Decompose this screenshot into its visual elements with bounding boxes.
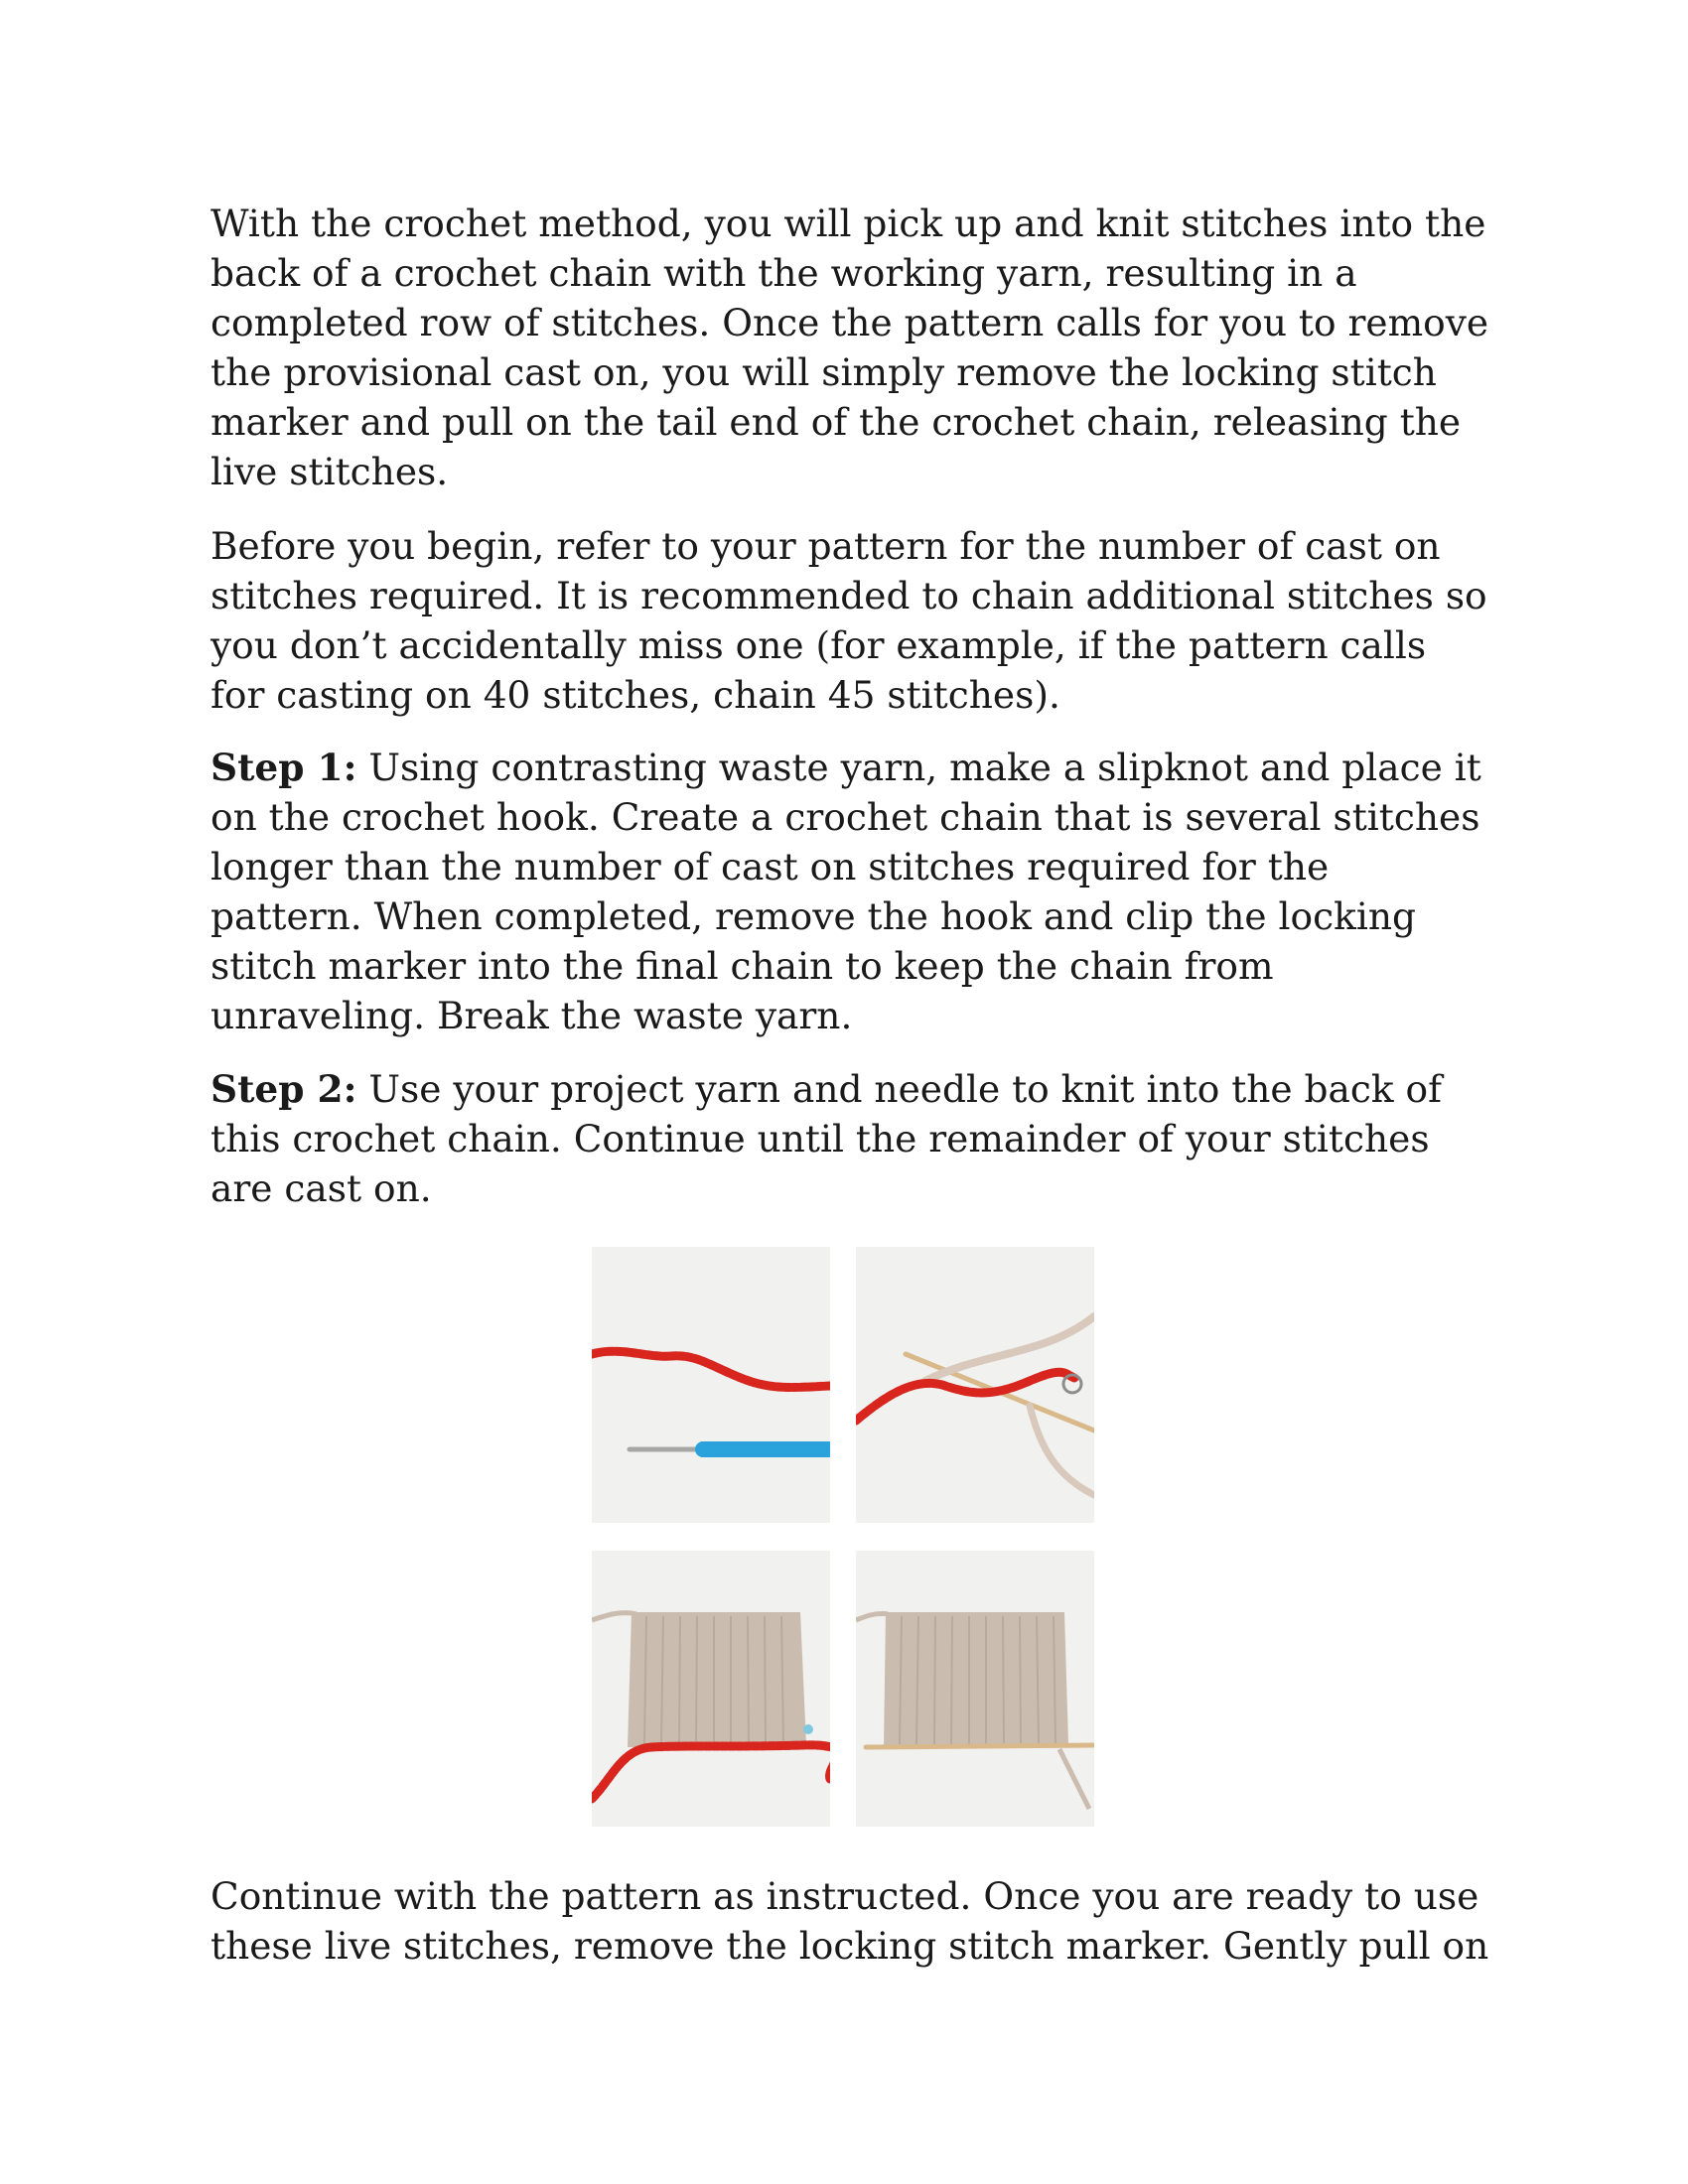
paragraph-step-1 [211,743,1491,1040]
step-2-text: Use your project yarn and needle to knit into the back of this crochet chain. Continue until the remainder of your stitches are cast on. [211,1067,1443,1210]
swatch-on-needle-photo [856,1551,1094,1827]
paragraph-continue: Continue with the pattern as instructed. Once you are ready to use these live stitches, remove the locking stitch marker. Gently pull on [211,1874,1489,1968]
step-1-text: Using contrasting waste yarn, make a slipknot and place it on the crochet hook. Create a crochet chain that is several stitches longer than the number of cast on stitches required for the pattern. When completed, remove the hook and clip the locking stitch marker into the final chain to keep the chain from unraveling. Break the waste yarn. [211,746,1481,1037]
paragraph-step-2 [211,1064,1491,1213]
paragraph-before-you-begin: Before you begin, refer to your pattern for the number of cast on stitches required. It is recommended to chain additional stitches so you don’t accidentally miss one (for example, if the pattern calls for casting on 40 stitches, chain 45 stitches). [211,524,1487,717]
step-2-label: Step 2: [211,1067,357,1111]
swatch-with-chain-photo [592,1551,830,1827]
crochet-chain-and-hook-photo [592,1247,830,1523]
step-1-label: Step 1: [211,746,357,789]
paragraph-intro: With the crochet method, you will pick up and knit stitches into the back of a crochet chain with the working yarn, resulting in a completed row of stitches. Once the pattern calls for you to remove the provisional cast on, you will simply remove the locking stitch marker and pull on the tail end of the crochet chain, releasing the live stitches. [211,202,1489,493]
knitting-into-chain-photo [856,1247,1094,1523]
